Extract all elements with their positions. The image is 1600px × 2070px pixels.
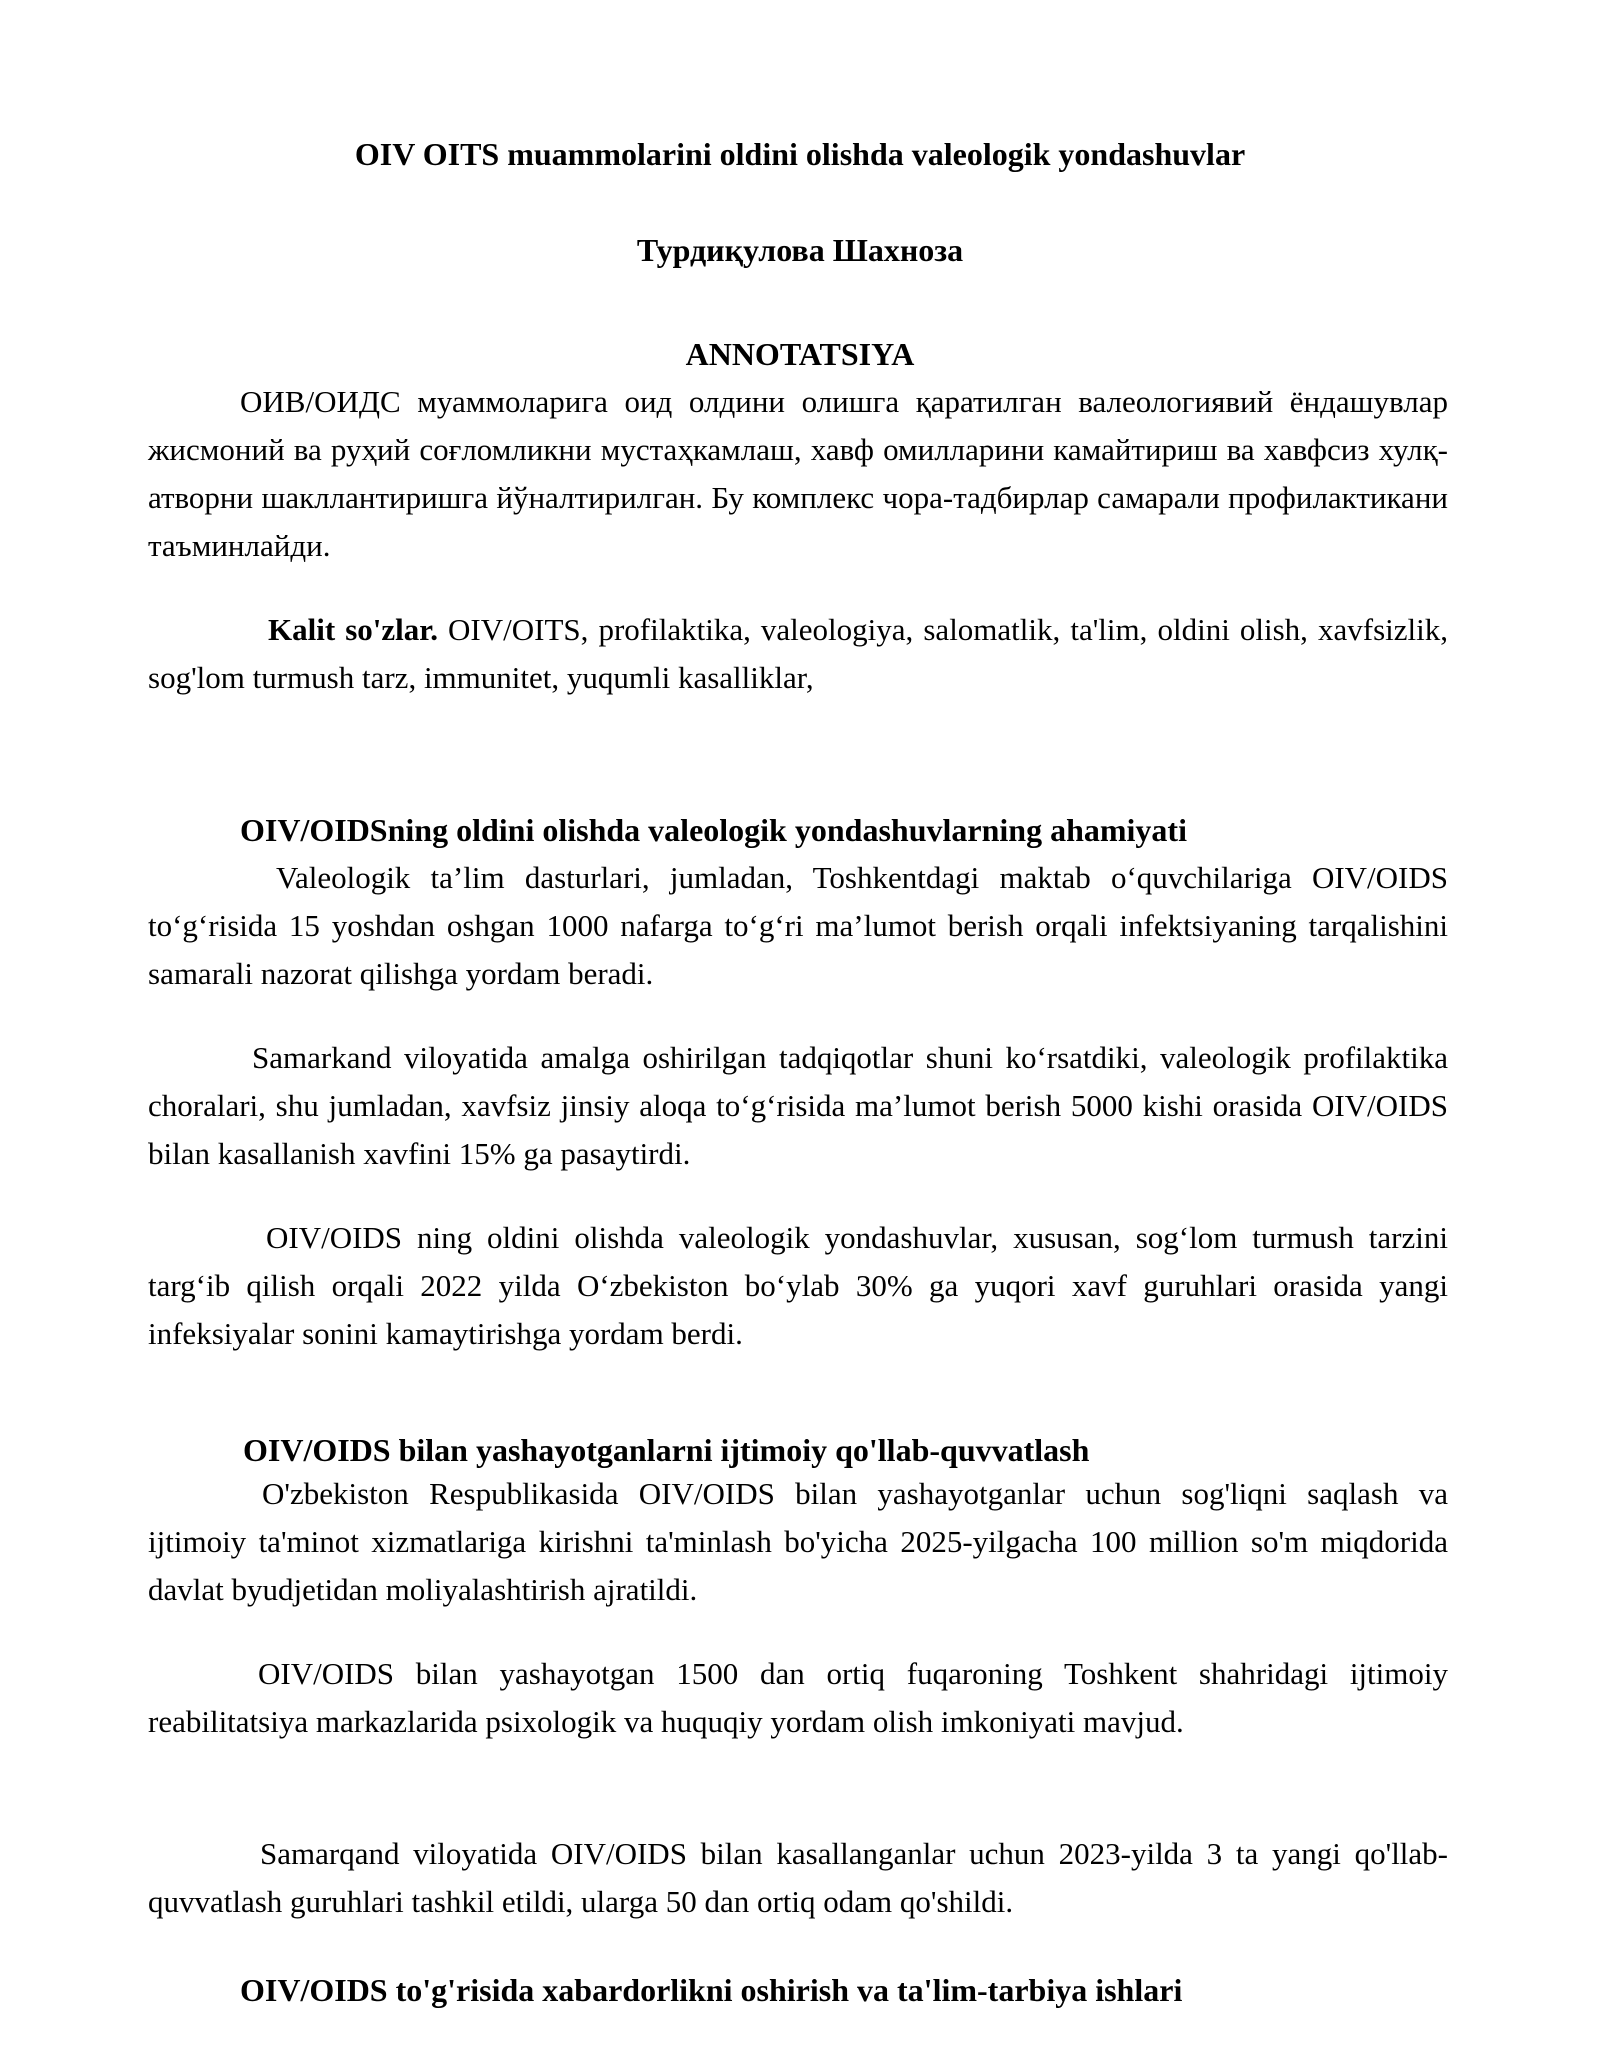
annotation-heading: ANNOTATSIYA: [685, 336, 915, 372]
document-title: OIV OITS muammolarini oldini olishda valeologik yondashuvlar: [354, 136, 1246, 172]
section1-paragraph-3: OIV/OIDS ning oldini olishda valeologik yondashuvlar, xususan, sog‘lom turmush tarzini targ‘ib qilish orqali 2022 yilda O‘zbekiston bo‘ylab 30% ga yuqori xavf guruhlari orasida yangi infeksiyalar sonini kamaytirishga yordam berdi.: [148, 1220, 1448, 1351]
keywords-text: OIV/OITS, profilaktika, valeologiya, salomatlik, ta'lim, oldini olish, xavfsizlik, sog'lom turmush tarz, immunitet, yuqumli kasalliklar,: [148, 612, 1449, 695]
section1-paragraph-2: Samarkand viloyatida amalga oshirilgan tadqiqotlar shuni ko‘rsatdiki, valeologik profilaktika choralari, shu jumladan, xavfsiz jinsiy aloqa to‘g‘risida ma’lumot berish 5000 kishi orasida OIV/OIDS bilan kasallanish xavfini 15% ga pasaytirdi.: [148, 1040, 1448, 1171]
keywords-label: Kalit so'zlar.: [268, 612, 438, 647]
section-heading-social-support: OIV/OIDS bilan yashayotganlarni ijtimoiy qo'llab-quvvatlash: [243, 1432, 1090, 1468]
section2-paragraph-3: Samarqand viloyatida OIV/OIDS bilan kasallanganlar uchun 2023-yilda 3 ta yangi qo'llab-quvvatlash guruhlari tashkil etildi, ularga 50 dan ortiq odam qo'shildi.: [148, 1836, 1448, 1919]
section-heading-awareness: OIV/OIDS to'g'risida xabardorlikni oshirish va ta'lim-tarbiya ishlari: [240, 1972, 1183, 2008]
author-name: Турдиқулова Шахноза: [636, 232, 964, 268]
section2-paragraph-2: OIV/OIDS bilan yashayotgan 1500 dan ortiq fuqaroning Toshkent shahridagi ijtimoiy reabilitatsiya markazlarida psixologik va huquqiy yordam olish imkoniyati mavjud.: [148, 1656, 1448, 1739]
keywords-paragraph: [148, 606, 1448, 702]
annotation-paragraph: ОИВ/ОИДС муаммоларига оид олдини олишга қаратилган валеологиявий ёндашувлар жисмоний ва руҳий соғломликни мустаҳкамлаш, хавф омилларини камайтириш ва хавфсиз хулқ-атворни шакллантиришга йўналтирилган. Бу комплекс чора-тадбирлар самарали профилактикани таъминлайди.: [148, 384, 1448, 563]
section1-paragraph-1: Valeologik ta’lim dasturlari, jumladan, Toshkentdagi maktab o‘quvchilariga OIV/OIDS to‘g‘risida 15 yoshdan oshgan 1000 nafarga to‘g‘ri ma’lumot berish orqali infektsiyaning tarqalishini samarali nazorat qilishga yordam beradi.: [148, 860, 1448, 991]
section-heading-importance: OIV/OIDSning oldini olishda valeologik yondashuvlarning ahamiyati: [240, 812, 1187, 848]
section2-paragraph-1: O'zbekiston Respublikasida OIV/OIDS bilan yashayotganlar uchun sog'liqni saqlash va ijtimoiy ta'minot xizmatlariga kirishni ta'minlash bo'yicha 2025-yilgacha 100 million so'm miqdorida davlat byudjetidan moliyalashtirish ajratildi.: [148, 1476, 1448, 1607]
